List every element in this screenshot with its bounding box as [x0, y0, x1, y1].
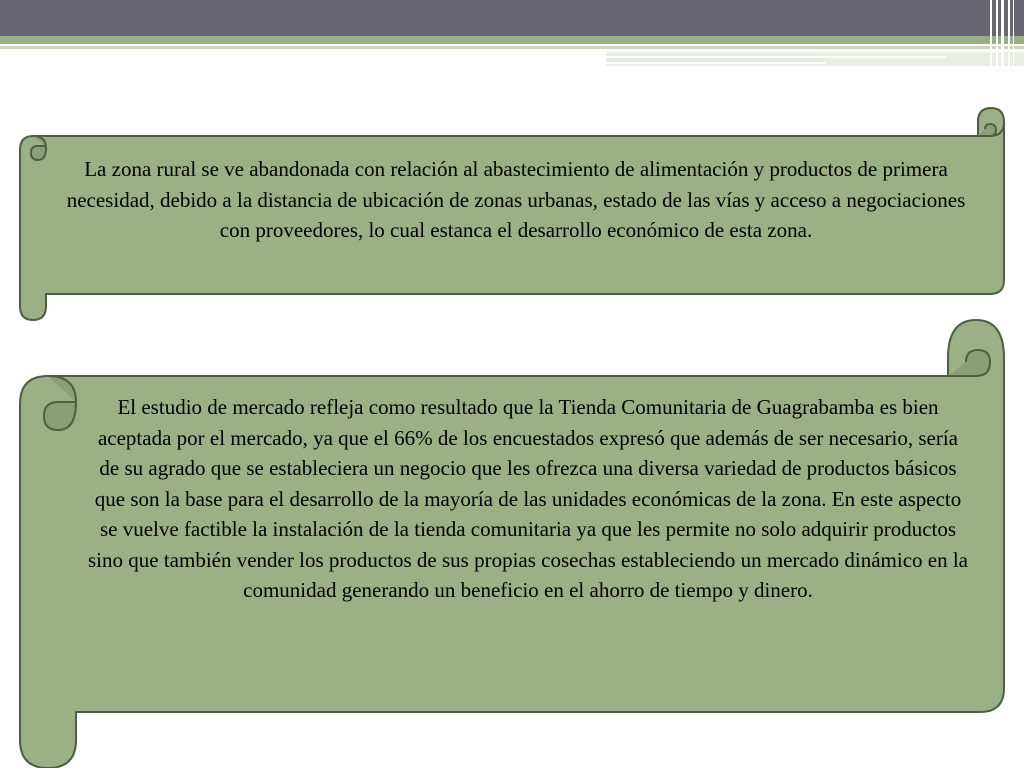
scroll-1-text: La zona rural se ve abandonada con relación al abastecimiento de alimentación y productos de primera necesidad, debido a la distancia de ubicación de zonas urbanas, estado de las vías y acceso a negociaciones con proveedores, lo cual estanca el desarrollo económico de esta zona.: [66, 157, 966, 242]
scroll-2-text: El estudio de mercado refleja como resultado que la Tienda Comunitaria de Guagrabamba es bien aceptada por el mercado, ya que el 66% de los encuestados expresó que además de ser necesario, sería de su agrado que se estableciera un negocio que les ofrezca una diversa variedad de productos básicos que son la base para el desarrollo de la mayoría de las unidades económicas de la zona. En este aspecto se vuelve factible la instalación de la tienda comunitaria ya que les permite no solo adquirir productos sino que también vender los productos de sus propias cosechas estableciendo un mercado dinámico en la comunidad generando un beneficio en el ahorro de tiempo y dinero.: [88, 395, 968, 602]
